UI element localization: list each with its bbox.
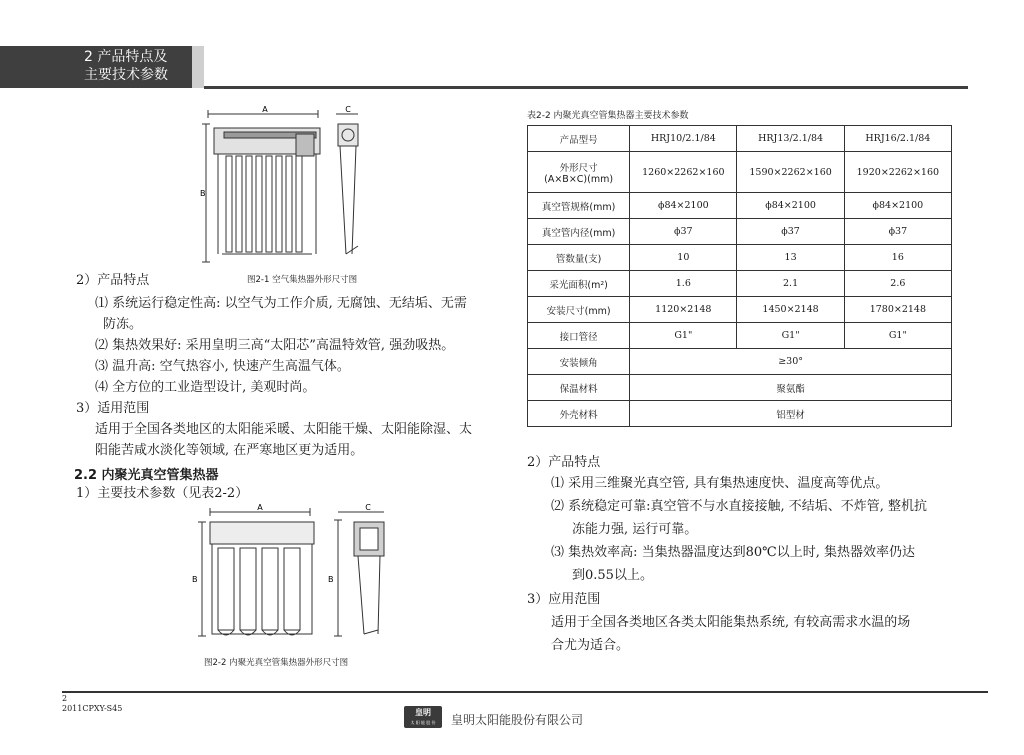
table-cell: 1260×2262×160 (630, 152, 737, 193)
left-scope-line-1: 适用于全国各类地区的太阳能采暖、太阳能干燥、太阳能除湿、太 (95, 422, 473, 437)
table-cell: G1" (844, 323, 951, 349)
right-feature-3-cont: 到0.55以上。 (572, 568, 653, 583)
table-cell-line: (A×B×C)(mm) (544, 173, 614, 185)
left-section-features-title: 2）产品特点 (76, 273, 150, 288)
right-feature-2-cont: 冻能力强, 运行可靠。 (572, 522, 698, 537)
logo-subtext: 太 阳 能 股 份 (410, 720, 436, 725)
right-feature-1: ⑴ 采用三维聚光真空管, 具有集热速度快、温度高等优点。 (551, 476, 889, 491)
table-cell: G1" (737, 323, 844, 349)
table-cell: 1780×2148 (844, 297, 951, 323)
header-rule (204, 86, 968, 89)
table-cell: 产品型号 (528, 126, 630, 152)
table-cell: 安装尺寸(mm) (528, 297, 630, 323)
table-cell: HRJ13/2.1/84 (737, 126, 844, 152)
table-cell: ϕ84×2100 (630, 193, 737, 219)
figure-2-1-caption: 图2-1 空气集热器外形尺寸图 (247, 275, 358, 285)
spec-table (527, 125, 952, 427)
right-feature-3: ⑶ 集热效率高: 当集热器温度达到80℃以上时, 集热器效率仍达 (551, 545, 915, 560)
fig2-dim-a: A (257, 503, 263, 512)
figure-2-2-drawing (188, 502, 398, 650)
table-cell: 采光面积(m²) (528, 271, 630, 297)
table-cell: G1" (630, 323, 737, 349)
table-cell: 接口管径 (528, 323, 630, 349)
table-cell: 保温材料 (528, 375, 630, 401)
left-feature-1-cont: 防冻。 (103, 317, 143, 332)
left-feature-4: ⑷ 全方位的工业造型设计, 美观时尚。 (95, 380, 316, 395)
header-accent (192, 46, 204, 88)
table-cell: HRJ16/2.1/84 (844, 126, 951, 152)
table-cell: ϕ37 (737, 219, 844, 245)
table-row (528, 323, 952, 349)
table-row (528, 219, 952, 245)
table-row (528, 271, 952, 297)
table-cell: 聚氨酯 (630, 375, 952, 401)
table-cell: 1.6 (630, 271, 737, 297)
table-cell: 2.6 (844, 271, 951, 297)
table-cell: 真空管规格(mm) (528, 193, 630, 219)
logo-mark: 皇明 (415, 708, 431, 717)
right-scope-line-1: 适用于全国各类地区各类太阳能集热系统, 有较高需求水温的场 (551, 615, 911, 630)
table-cell: 外壳材料 (528, 401, 630, 427)
table-cell: 1590×2262×160 (737, 152, 844, 193)
left-scope-line-2: 阳能苦咸水淡化等领域, 在严寒地区更为适用。 (95, 443, 364, 458)
header-title-line1: 2 产品特点及 (84, 49, 168, 65)
table-cell: 13 (737, 245, 844, 271)
company-name: 皇明太阳能股份有限公司 (451, 713, 584, 727)
table-row (528, 193, 952, 219)
table-cell: ϕ37 (630, 219, 737, 245)
page-number: 2 (62, 694, 68, 703)
right-scope-line-2: 合尤为适合。 (551, 638, 630, 653)
table-cell: 16 (844, 245, 951, 271)
table-header-row (528, 126, 952, 152)
table-cell: 1450×2148 (737, 297, 844, 323)
table-row (528, 401, 952, 427)
table-cell: 铝型材 (630, 401, 952, 427)
table-cell: ϕ37 (844, 219, 951, 245)
footer-rule (62, 691, 988, 693)
table-row (528, 297, 952, 323)
table-cell: HRJ10/2.1/84 (630, 126, 737, 152)
fig1-dim-c: C (345, 105, 351, 114)
table-cell: 安装倾角 (528, 349, 630, 375)
right-feature-2: ⑵ 系统稳定可靠:真空管不与水直接接触, 不结垢、不炸管, 整机抗 (551, 499, 928, 514)
fig2-dim-b-side: B (328, 575, 334, 584)
table-cell: 10 (630, 245, 737, 271)
table-cell-line: 外形尺寸 (559, 162, 598, 174)
table-cell: 2.1 (737, 271, 844, 297)
right-section-features-title: 2）产品特点 (527, 455, 601, 470)
table-title: 表2-2 内聚光真空管集热器主要技术参数 (527, 111, 689, 121)
fig2-dim-c: C (365, 503, 371, 512)
left-feature-2: ⑵ 集热效果好: 采用皇明三高“太阳芯”高温特效管, 强劲吸热。 (95, 338, 455, 353)
table-cell (528, 152, 630, 193)
left-feature-1: ⑴ 系统运行稳定性高: 以空气为工作介质, 无腐蚀、无结垢、无需 (95, 296, 467, 311)
fig2-dim-b: B (192, 575, 198, 584)
header-title-line2: 主要技术参数 (84, 67, 168, 83)
section-2-2-heading: 2.2 内聚光真空管集热器 (74, 468, 219, 483)
table-cell: 1120×2148 (630, 297, 737, 323)
left-section-scope-title: 3）适用范围 (76, 401, 150, 416)
table-cell: ≥30° (630, 349, 952, 375)
table-row (528, 152, 952, 193)
figure-2-1-drawing (196, 104, 376, 274)
table-cell: ϕ84×2100 (844, 193, 951, 219)
table-row (528, 349, 952, 375)
table-cell: 真空管内径(mm) (528, 219, 630, 245)
document-code: 2011CPXY-S45 (62, 704, 123, 713)
company-logo (404, 706, 442, 728)
figure-2-2-caption: 图2-2 内聚光真空管集热器外形尺寸图 (204, 658, 349, 668)
table-cell: ϕ84×2100 (737, 193, 844, 219)
fig1-dim-b: B (200, 189, 206, 198)
left-feature-3: ⑶ 温升高: 空气热容小, 快速产生高温气体。 (95, 359, 350, 374)
fig1-dim-a: A (262, 105, 268, 114)
section-2-2-subtitle: 1）主要技术参数（见表2-2） (76, 486, 249, 501)
table-row (528, 375, 952, 401)
table-cell: 1920×2262×160 (844, 152, 951, 193)
table-cell: 管数量(支) (528, 245, 630, 271)
table-row (528, 245, 952, 271)
right-section-scope-title: 3）应用范围 (527, 592, 601, 607)
